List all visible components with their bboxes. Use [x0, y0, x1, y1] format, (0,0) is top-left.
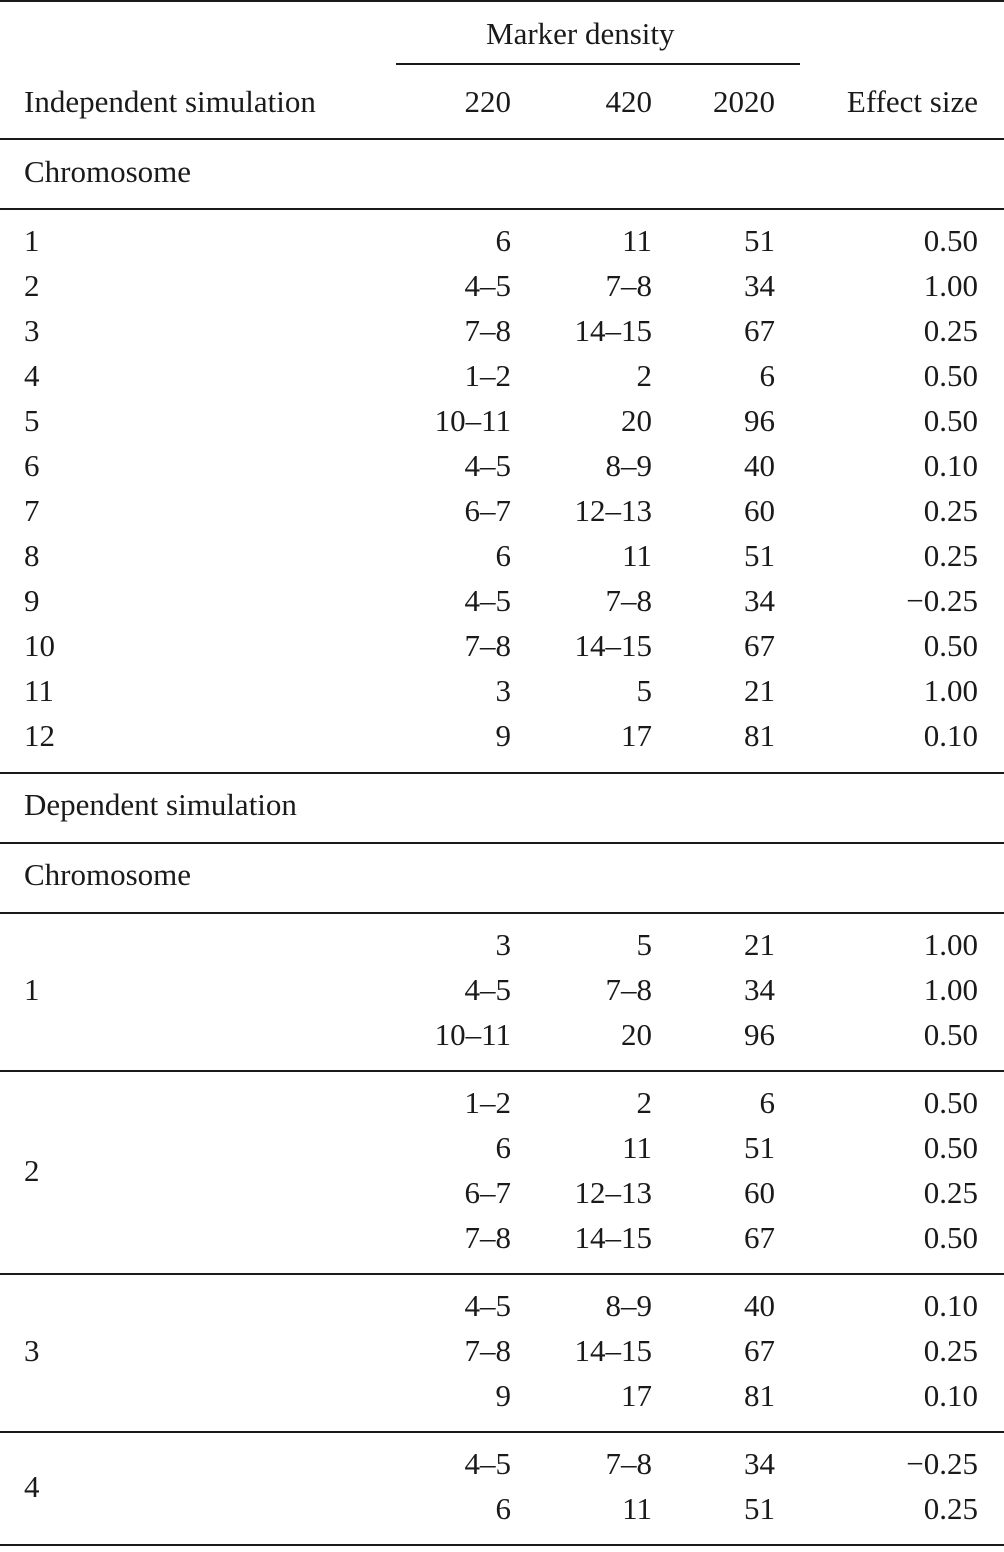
effect-size-cell: 0.10 — [923, 718, 978, 753]
density-420-cell: 2 — [636, 358, 652, 393]
effect-size-cell: −0.25 — [906, 583, 978, 618]
density-2020-cell: 51 — [744, 223, 775, 258]
density-420-cell: 14–15 — [574, 313, 652, 348]
section-label-dependent: Dependent simulation — [24, 787, 297, 822]
chromosome-cell: 10 — [24, 628, 55, 663]
effect-size-cell: 0.50 — [923, 1220, 978, 1255]
section-label-chromosome: Chromosome — [24, 857, 192, 892]
density-420-cell: 7–8 — [605, 268, 652, 303]
effect-size-cell: 0.10 — [923, 448, 978, 483]
density-2020-cell: 60 — [744, 493, 775, 528]
density-2020-cell: 81 — [744, 718, 775, 753]
density-220-cell: 7–8 — [464, 628, 511, 663]
effect-size-cell: 0.50 — [923, 1130, 978, 1165]
density-220-cell: 4–5 — [464, 1288, 511, 1323]
effect-size-cell: 1.00 — [923, 673, 978, 708]
density-220-cell: 10–11 — [434, 1017, 511, 1052]
density-220-cell: 3 — [495, 673, 511, 708]
section-rule — [0, 772, 1004, 774]
density-220-cell: 4–5 — [464, 583, 511, 618]
density-2020-cell: 96 — [744, 403, 775, 438]
section-rule — [0, 842, 1004, 844]
density-220-cell: 6 — [495, 1491, 511, 1526]
chromosome-cell: 5 — [24, 403, 40, 438]
density-420-cell: 7–8 — [605, 583, 652, 618]
chromosome-cell: 6 — [24, 448, 40, 483]
chromosome-cell: 1 — [24, 972, 40, 1007]
density-220-cell: 10–11 — [434, 403, 511, 438]
effect-size-cell: 1.00 — [923, 972, 978, 1007]
density-220-cell: 6 — [495, 223, 511, 258]
density-420-cell: 11 — [622, 538, 652, 573]
effect-size-cell: 0.10 — [923, 1288, 978, 1323]
density-2020-cell: 51 — [744, 1491, 775, 1526]
density-2020-cell: 67 — [744, 1333, 775, 1368]
effect-size-cell: 0.50 — [923, 628, 978, 663]
density-220-cell: 6 — [495, 538, 511, 573]
density-2020-cell: 67 — [744, 1220, 775, 1255]
density-2020-cell: 96 — [744, 1017, 775, 1052]
density-220-cell: 4–5 — [464, 972, 511, 1007]
effect-size-cell: 1.00 — [923, 268, 978, 303]
density-420-cell: 17 — [621, 718, 652, 753]
chromosome-cell: 9 — [24, 583, 40, 618]
chromosome-cell: 12 — [24, 718, 55, 753]
group-rule — [0, 1273, 1004, 1275]
effect-size-cell: −0.25 — [906, 1446, 978, 1481]
density-2020-cell: 34 — [744, 268, 775, 303]
density-420-cell: 17 — [621, 1378, 652, 1413]
effect-size-cell: 0.25 — [923, 1333, 978, 1368]
column-group-rule — [396, 63, 800, 65]
density-420-cell: 14–15 — [574, 1220, 652, 1255]
density-220-cell: 7–8 — [464, 1333, 511, 1368]
column-header-420: 420 — [605, 84, 652, 119]
row-header: Independent simulation — [24, 84, 316, 119]
density-220-cell: 4–5 — [464, 448, 511, 483]
density-2020-cell: 34 — [744, 972, 775, 1007]
density-220-cell: 7–8 — [464, 1220, 511, 1255]
density-2020-cell: 67 — [744, 628, 775, 663]
density-420-cell: 8–9 — [605, 448, 652, 483]
section-rule — [0, 208, 1004, 210]
density-420-cell: 11 — [622, 1491, 652, 1526]
density-420-cell: 2 — [636, 1085, 652, 1120]
density-420-cell: 12–13 — [574, 1175, 652, 1210]
chromosome-cell: 2 — [24, 268, 40, 303]
density-2020-cell: 34 — [744, 1446, 775, 1481]
chromosome-cell: 1 — [24, 223, 40, 258]
chromosome-cell: 4 — [24, 1468, 40, 1504]
effect-size-cell: 1.00 — [923, 927, 978, 962]
effect-size-cell: 0.50 — [923, 358, 978, 393]
density-2020-cell: 21 — [744, 927, 775, 962]
density-220-cell: 6–7 — [464, 493, 511, 528]
chromosome-cell: 4 — [24, 358, 40, 393]
chromosome-cell: 3 — [24, 313, 40, 348]
section-label-chromosome: Chromosome — [24, 154, 192, 189]
density-420-cell: 20 — [621, 403, 652, 438]
effect-size-cell: 0.25 — [923, 538, 978, 573]
effect-size-cell: 0.25 — [923, 1491, 978, 1526]
density-420-cell: 5 — [636, 673, 652, 708]
group-rule — [0, 1544, 1004, 1546]
effect-size-cell: 0.25 — [923, 313, 978, 348]
density-2020-cell: 40 — [744, 448, 775, 483]
density-220-cell: 9 — [495, 1378, 511, 1413]
column-header-2020: 2020 — [713, 84, 775, 119]
density-2020-cell: 51 — [744, 1130, 775, 1165]
density-220-cell: 3 — [495, 927, 511, 962]
density-420-cell: 7–8 — [605, 1446, 652, 1481]
header-rule — [0, 138, 1004, 140]
density-220-cell: 1–2 — [464, 358, 511, 393]
effect-size-cell: 0.25 — [923, 493, 978, 528]
chromosome-cell: 11 — [24, 673, 54, 708]
density-2020-cell: 51 — [744, 538, 775, 573]
density-420-cell: 14–15 — [574, 1333, 652, 1368]
density-2020-cell: 6 — [759, 358, 775, 393]
density-420-cell: 20 — [621, 1017, 652, 1052]
density-2020-cell: 21 — [744, 673, 775, 708]
chromosome-cell: 3 — [24, 1333, 40, 1368]
effect-size-cell: 0.25 — [923, 1175, 978, 1210]
chromosome-cell: 8 — [24, 538, 40, 573]
density-420-cell: 8–9 — [605, 1288, 652, 1323]
density-2020-cell: 6 — [759, 1085, 775, 1120]
column-header-220: 220 — [464, 84, 511, 119]
density-220-cell: 4–5 — [464, 268, 511, 303]
density-2020-cell: 67 — [744, 313, 775, 348]
density-2020-cell: 34 — [744, 583, 775, 618]
density-2020-cell: 81 — [744, 1378, 775, 1413]
density-2020-cell: 60 — [744, 1175, 775, 1210]
section-rule — [0, 912, 1004, 914]
density-420-cell: 11 — [622, 1130, 652, 1165]
density-220-cell: 1–2 — [464, 1085, 511, 1120]
density-220-cell: 9 — [495, 718, 511, 753]
density-220-cell: 4–5 — [464, 1446, 511, 1481]
density-420-cell: 11 — [622, 223, 652, 258]
density-420-cell: 14–15 — [574, 628, 652, 663]
effect-size-cell: 0.50 — [923, 1017, 978, 1052]
density-420-cell: 12–13 — [574, 493, 652, 528]
effect-size-cell: 0.50 — [923, 1085, 978, 1120]
density-420-cell: 7–8 — [605, 972, 652, 1007]
density-220-cell: 7–8 — [464, 313, 511, 348]
top-rule — [0, 0, 1004, 2]
effect-size-cell: 0.50 — [923, 403, 978, 438]
chromosome-cell: 2 — [24, 1152, 40, 1188]
effect-size-cell: 0.10 — [923, 1378, 978, 1413]
column-header-effect-size: Effect size — [846, 84, 978, 119]
effect-size-cell: 0.50 — [923, 223, 978, 258]
density-220-cell: 6–7 — [464, 1175, 511, 1210]
column-group-header: Marker density — [486, 16, 675, 51]
group-rule — [0, 1431, 1004, 1433]
density-220-cell: 6 — [495, 1130, 511, 1165]
chromosome-cell: 7 — [24, 493, 40, 528]
density-2020-cell: 40 — [744, 1288, 775, 1323]
group-rule — [0, 1070, 1004, 1072]
density-420-cell: 5 — [636, 927, 652, 962]
